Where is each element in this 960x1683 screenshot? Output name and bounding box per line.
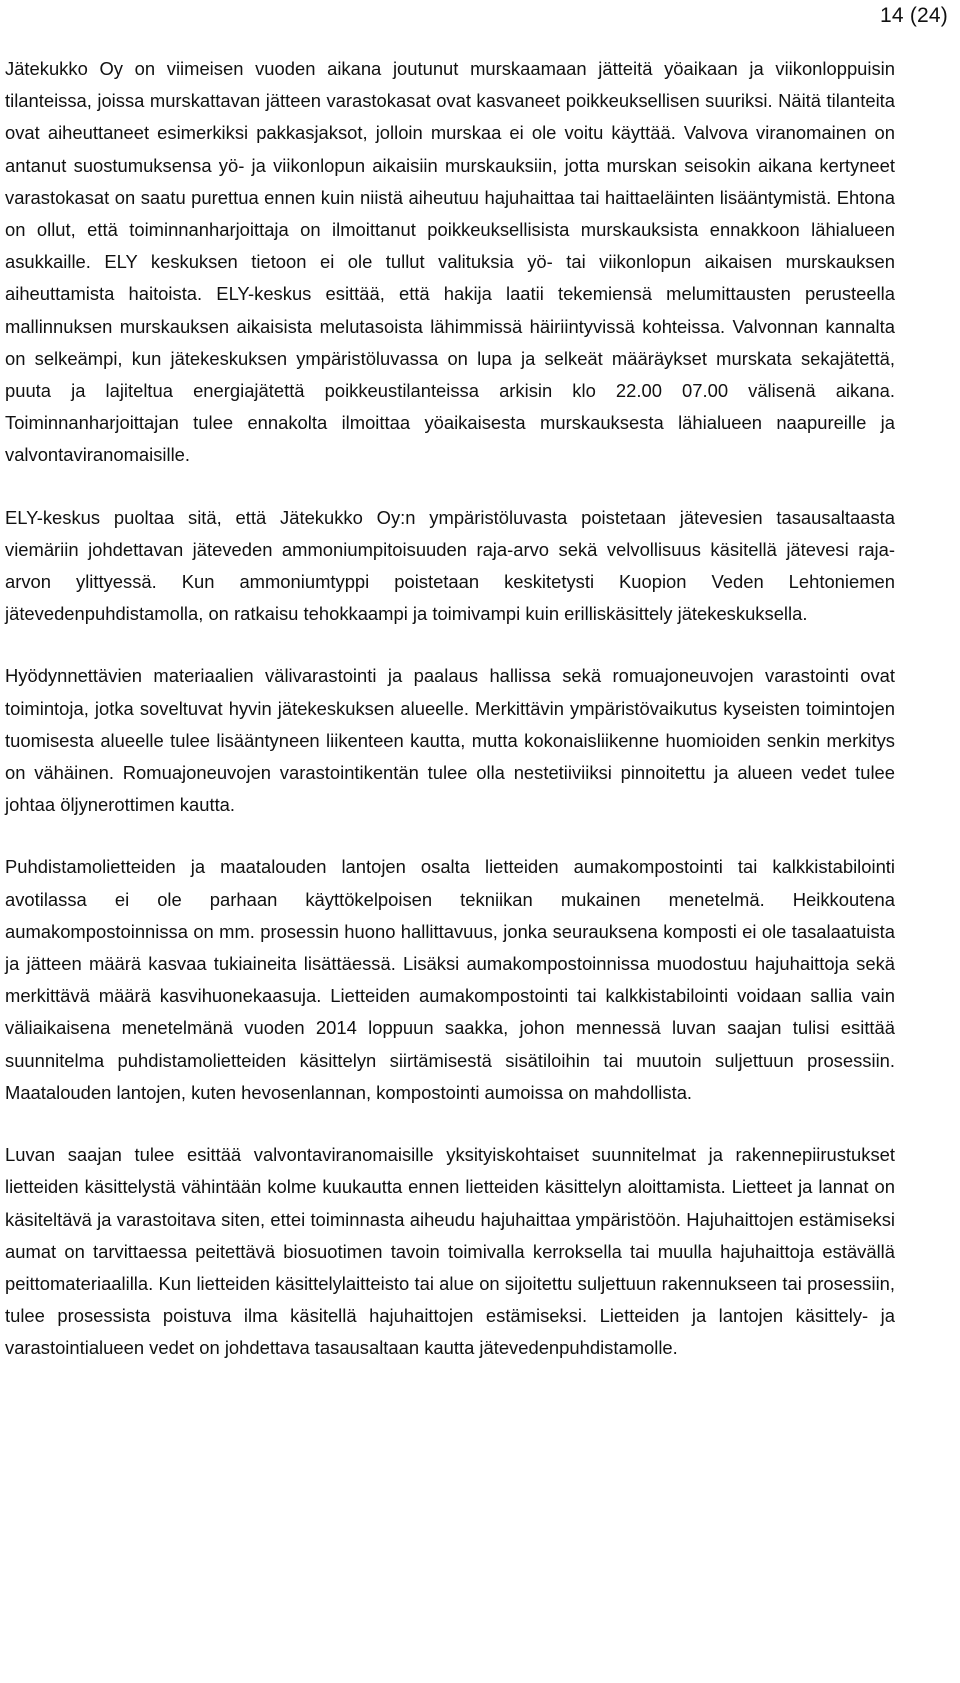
paragraph-material-storage: Hyödynnettävien materiaalien välivarastointi ja paalaus hallissa sekä romuajoneuvojen varastointi ovat toimintoja, jotka soveltuvat hyvin jätekeskuksen alueelle. Merkittävin ympäristövaikutus kyseisten toimintojen tuomisesta alueelle tulee lisääntyneen liikenteen kautta, mutta kokonaisliikenne huomioiden senkin merkitys on vähäinen. Romuajoneuvojen varastointikentän tulee olla nestetiiviiksi pinnoitettu ja alueen vedet tulee johtaa öljynerottimen kautta.: [5, 665, 895, 816]
paragraph-sludge-composting: Puhdistamolietteiden ja maatalouden lantojen osalta lietteiden aumakompostointi tai kalkkistabilointi avotilassa ei ole parhaan käyttökelpoisen tekniikan mukainen menetelmä. Heikkoutena aumakompostoinnissa on mm. prosessin huono hallittavuus, jonka seurauksena komposti ei ole tasalaatuista ja jätteen määrä kasvaa tukiaineita lisättäessä. Lisäksi aumakompostoinnissa muodostuu hajuhaittoja sekä merkittävä määrä kasvihuonekaasuja. Lietteiden aumakompostointi tai kalkkistabilointi voidaan sallia vain väliaikaisena menetelmänä vuoden 2014 loppuun saakka, johon mennessä luvan saajan tulisi esittää suunnitelma puhdistamolietteiden käsittelyn siirtämisestä sisätiloihin tai muutoin suljettuun prosessiin. Maatalouden lantojen, kuten hevosenlannan, kompostointi aumoissa on mahdollista.: [5, 856, 895, 1103]
paragraph-ammonium-limit: ELY-keskus puoltaa sitä, että Jätekukko Oy:n ympäristöluvasta poistetaan jätevesien tasausaltaasta viemäriin johdettavan jäteveden ammoniumpitoisuuden raja-arvo sekä velvollisuus käsitellä jätevesi raja-arvon ylittyessä. Kun ammoniumtyppi poistetaan keskitetysti Kuopion Veden Lehtoniemen jätevedenpuhdistamolla, on ratkaisu tehokkaampi ja toimivampi kuin erilliskäsittely jätekeskuksella.: [5, 506, 895, 625]
paragraph-night-crushing: Jätekukko Oy on viimeisen vuoden aikana joutunut murskaamaan jätteitä yöaikaan ja viikonloppuisin tilanteissa, joissa murskattavan jätteen varastokasat ovat kasvaneet poikkeuksellisen suuriksi. Näitä tilanteita ovat aiheuttaneet esimerkiksi pakkasjaksot, jolloin murskaa ei ole voitu käyttää. Valvova viranomainen on antanut suostumuksensa yö- ja viikonlopun aikaisiin murskauksiin, jotta murskan seisokin aikana kertyneet varastokasat on saatu purettua ennen kuin niistä aiheutuu hajuhaittaa tai haittaeläinten lisääntymistä. Ehtona on ollut, että toiminnanharjoittaja on ilmoittanut poikkeuksellisista murskauksista ennakkoon lähialueen asukkaille. ELY keskuksen tietoon ei ole tullut valituksia yö- tai viikonlopun aikaisen murskauksen aiheuttamista haitoista. ELY-keskus esittää, että hakija laatii tekemiensä melumittausten perusteella mallinnuksen murskauksen aikaisista melutasoista lähimmissä häiriintyvissä kohteissa. Valvonnan kannalta on selkeämpi, kun jätekeskuksen ympäristöluvassa on lupa ja selkeät määräykset murskata sekajätettä, puuta ja lajiteltua energiajätettä poikkeustilanteissa arkisin klo 22.00 07.00 välisenä aikana. Toiminnanharjoittajan tulee ennakolta ilmoittaa yöaikaisesta murskauksesta lähialueen naapureille ja valvontaviranomaisille.: [5, 58, 895, 466]
document-body: [5, 53, 895, 1365]
page-number: 14 (24): [880, 4, 948, 27]
paragraph-sludge-treatment-plans: Luvan saajan tulee esittää valvontaviranomaisille yksityiskohtaiset suunnitelmat ja rakennepiirustukset lietteiden käsittelystä vähintään kolme kuukautta ennen lietteiden käsittelyn aloittamista. Lietteet ja lannat on käsiteltävä ja varastoitava siten, ettei toiminnasta aiheudu hajuhaittaa ympäristöön. Hajuhaittojen estämiseksi aumat on tarvittaessa peitettävä biosuotimen tavoin toimivalla kerroksella tai muulla hajuhaittoja estävällä peittomateriaalilla. Kun lietteiden käsittelylaitteisto tai alue on sijoitettu suljettuun rakennukseen tai prosessiin, tulee prosessista poistuva ilma käsitellä hajuhaittojen estämiseksi. Lietteiden ja lantojen käsittely- ja varastointialueen vedet on johdettava tasausaltaan kautta jätevedenpuhdistamolle.: [5, 1144, 895, 1359]
